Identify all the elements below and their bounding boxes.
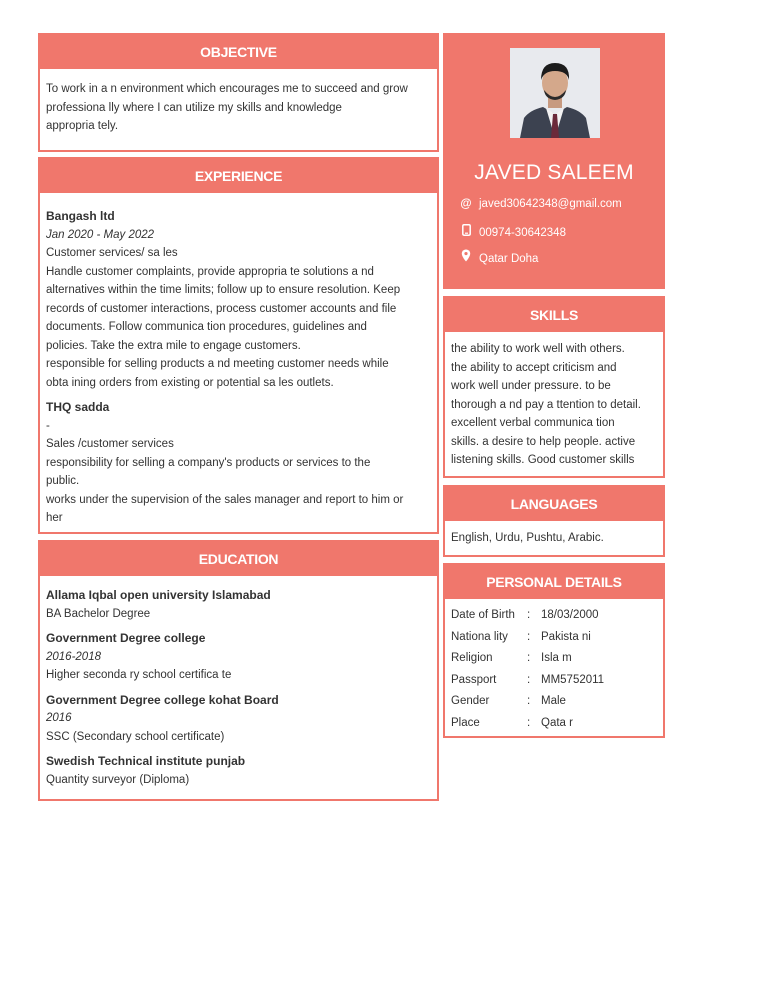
phone-icon (458, 224, 474, 239)
education-school: Government Degree college kohat Board (46, 692, 279, 707)
detail-label: Religion (451, 652, 493, 664)
job-role: Sales /customer services (46, 438, 174, 450)
experience-section (38, 157, 439, 534)
education-degree: SSC (Secondary school certificate) (46, 730, 225, 743)
job-description-line: obta ining orders from existing or potential sa les outlets. (46, 376, 334, 389)
education-heading: EDUCATION (40, 542, 437, 576)
job-company: Bangash ltd (46, 209, 115, 223)
detail-label: Nationa lity (451, 630, 508, 643)
detail-label: Passport (451, 673, 497, 686)
personal-detail-row: Gender : Male (451, 691, 657, 713)
skill-line: the ability to work well with others. (451, 343, 625, 355)
detail-value: Male (541, 695, 566, 707)
detail-value: Qata r (541, 716, 573, 729)
person-portrait-icon (510, 48, 600, 138)
education-section (38, 540, 439, 801)
education-entry (46, 752, 431, 789)
detail-label: Date of Birth (451, 609, 515, 621)
profile-name: JAVED SALEEM (474, 161, 634, 184)
at-icon: @ (460, 198, 472, 210)
job-entry (46, 398, 431, 528)
detail-value: Isla m (541, 652, 572, 664)
personal-detail-row: Passport : MM5752011 (451, 670, 657, 692)
skill-line: thorough a nd pay a ttention to detail. (451, 398, 641, 411)
skill-line: the ability to accept criticism and (451, 361, 617, 374)
phone-text: 00974-30642348 (479, 227, 566, 239)
education-entry (46, 691, 431, 747)
job-description-line: responsible for selling products a nd meeting customer needs while (46, 358, 389, 370)
contact-phone (458, 224, 566, 239)
skills-section (443, 296, 665, 478)
job-role: Customer services/ sa les (46, 247, 178, 259)
education-entry (46, 629, 431, 685)
personal-details-heading: PERSONAL DETAILS (445, 565, 663, 599)
objective-heading: OBJECTIVE (40, 35, 437, 69)
languages-section (443, 485, 665, 557)
personal-detail-row: Place : Qata r (451, 713, 657, 735)
skill-line: listening skills. Good customer skills (451, 454, 635, 466)
education-school: Government Degree college (46, 631, 206, 645)
job-description-line: Handle customer complaints, provide appropria te solutions a nd (46, 265, 374, 278)
job-description-line: public. (46, 475, 80, 487)
job-dates: Jan 2020 - May 2022 (46, 228, 155, 241)
location-text: Qatar Doha (479, 253, 539, 265)
education-school: Allama Iqbal open university Islamabad (46, 588, 271, 602)
education-dates: 2016-2018 (46, 650, 101, 663)
job-description-line: alternatives within the time limits; follow up to ensure resolution. Keep (46, 284, 401, 296)
job-description-line: her (46, 512, 63, 524)
objective-line: professiona lly where I can utilize my skills and knowledge (46, 101, 342, 114)
objective-line: To work in a n environment which encourages me to succeed and grow (46, 83, 408, 95)
languages-text: English, Urdu, Pushtu, Arabic. (451, 532, 604, 544)
job-description-line: works under the supervision of the sales manager and report to him or (46, 493, 404, 506)
personal-detail-row: Date of Birth : 18/03/2000 (451, 605, 657, 627)
job-company: THQ sadda (46, 400, 110, 414)
job-dates: - (46, 419, 50, 432)
education-degree: BA Bachelor Degree (46, 607, 151, 620)
personal-detail-row: Nationa lity : Pakista ni (451, 627, 657, 649)
objective-section (38, 33, 439, 152)
detail-value: Pakista ni (541, 630, 591, 643)
skill-line: skills. a desire to help people. active (451, 435, 636, 448)
education-degree: Higher seconda ry school certifica te (46, 669, 232, 681)
skills-heading: SKILLS (445, 298, 663, 332)
education-school: Swedish Technical institute punjab (46, 754, 246, 768)
job-description-line: records of customer interactions, process customer accounts and file (46, 302, 397, 315)
objective-line: appropria tely. (46, 120, 119, 132)
detail-value: MM5752011 (541, 673, 605, 686)
skill-line: work well under pressure. to be (451, 380, 611, 392)
job-entry (46, 207, 431, 392)
job-description-line: responsibility for selling a company's products or services to the (46, 456, 371, 469)
detail-label: Gender (451, 695, 490, 707)
detail-value: 18/03/2000 (541, 609, 599, 621)
contact-email (458, 198, 622, 210)
skill-line: excellent verbal communica tion (451, 417, 615, 429)
personal-details-section (443, 563, 665, 738)
experience-heading: EXPERIENCE (40, 159, 437, 193)
profile-card (443, 33, 665, 289)
email-text: javed30642348@gmail.com (479, 198, 622, 210)
contact-location (458, 249, 538, 265)
map-pin-icon (458, 249, 474, 265)
personal-detail-row: Religion : Isla m (451, 648, 657, 670)
education-degree: Quantity surveyor (Diploma) (46, 773, 190, 786)
education-entry (46, 586, 431, 623)
detail-label: Place (451, 716, 480, 729)
profile-photo (510, 48, 600, 138)
job-description-line: documents. Follow communica tion procedures, guidelines and (46, 321, 367, 333)
languages-heading: LANGUAGES (445, 487, 663, 521)
education-dates: 2016 (46, 712, 72, 724)
job-description-line: policies. Take the extra mile to engage customers. (46, 339, 301, 352)
